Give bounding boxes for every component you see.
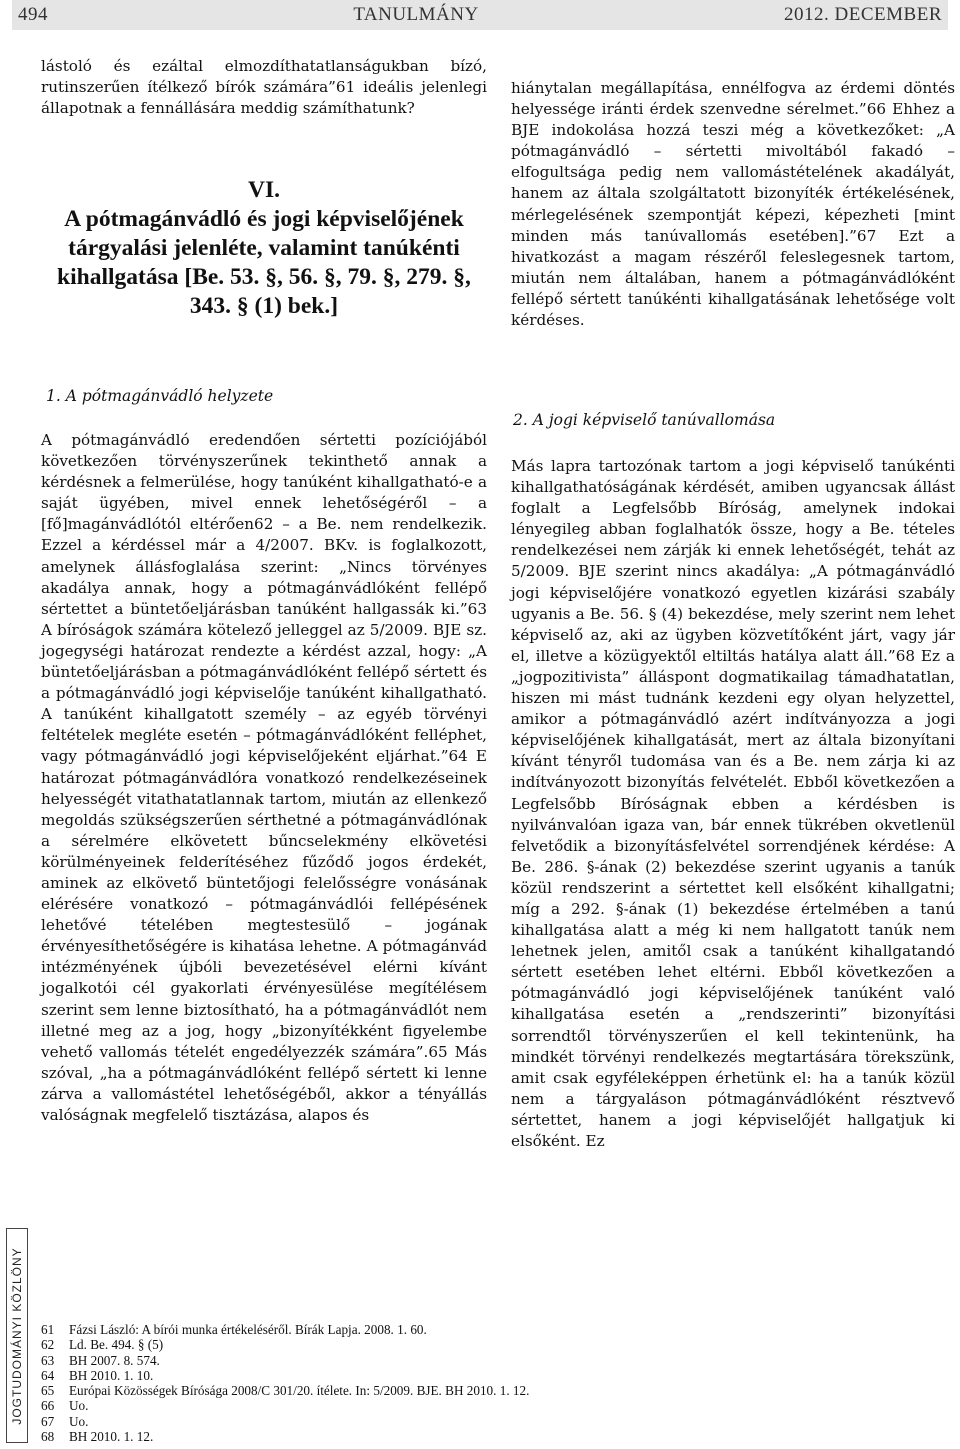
left-body [41,430,487,1126]
journal-name: JOGTUDOMÁNYI KÖZLÖNY [10,1246,24,1425]
right-top-paragraph: hiánytalan megállapítása, ennélfogva az érdemi döntés helyessége iránti érdek szenvedne sérelmet.”66 Ehhez a BJE indokolása hozzá teszi még a következőket: „A pótmagánvádló – sértetti mivoltából fakadó – elfogultsága pedig nem vallomástételének akadályát, hanem az általa szolgáltatott bizonyíték értékelésének, mérlegelésének szempontját képezi, képezheti [mint minden más tanúvallomás esetében].”67 Ezt a hivatkozást a magam részéről feleslegesnek tartom, miután nem általában, hanem a pótmagánvádlóként fellépő sértett tanúkénti kihallgatásának lehetősége volt kérdéses. [511,79,955,330]
left-body-paragraph: A pótmagánvádló eredendően sértetti pozíciójából következően törvényszerűnek tekinthető annak a kérdésnek a felmerülése, hogy tanúként kihallgatható-e a saját ügyében, mivel ennek lehetőségéről – a [fő]magánvádlótól eltérően62 – a Be. nem rendelkezik. Ezzel a kérdéssel már a 4/2007. BKv. is foglalkozott, amelynek állásfoglalása szerint: „Nincs törvényes akadálya annak, hogy a pótmagánvádlóként fellépő sértettet a büntetőeljárásban tanúként hallgassák ki.”63 A bíróságok számára kötelező jelleggel az 5/2009. BJE sz. jogegységi határozat rendezte a kérdést azzal, hogy: „A büntetőeljárásban a pótmagánvádlóként fellépő sértett és a pótmagánvádló jogi képviselője tanúként kihallgatható. A tanúként kihallgatott személy – az egyéb törvényi feltételek megléte esetén – pótmagánvádlóként felléphet, vagy pótmagánvádló jogi képviselőjeként eljárhat.”64 E határozat pótmagánvádlóra vonatkozó rendelkezéseinek helyességét vitathatatlannak tartom, miután az ellenkező megoldás szükségszerűen sérthetné a pótmagánvádlónak a sérelmére elkövetett bűncselekmény elkövetési körülményeinek felderítéséhez fűződő jogos érdekét, aminek az elkövető büntetőjogi felelősségre vonásának elérésére vonatkozó – pótmagánvádlói fellépésének lehetővé tételében megtestesülő – jogának érvényesíthetőségére is kihatása lehetne. A pótmagánvád intézményének újbóli bevezetésével elérni kívánt jogalkotói cél gyakorlati érvényesülése megítélésem szerint sem lenne biztosítható, ha a pótmagánvádlót nem illetné meg az a jog, hogy „bizonyítékként figyelembe vehető vallomás tételét engedélyezzék számára”.65 Más szóval, „ha a pótmagánvádlóként fellépő sértett ki lenne zárva a vallomástétel lehetőségéből, akkor a tényállás valóságnak megfelelő tisztázása, alapos és [41,431,487,1124]
footnote: 63 BH 2007. 8. 574. [41,1352,160,1368]
right-column-top [511,78,955,331]
issue-date: 2012. DECEMBER [784,4,942,25]
footnote: 66 Uo. [41,1398,89,1414]
footnote: 65 Európai Közösségek Bírósága 2008/C 301/20. ítélete. In: 5/2009. BJE. BH 2010. 1. 12. [41,1383,530,1399]
section-label: TANULMÁNY [353,4,479,25]
subsection-1-title: 1. A pótmagánvádló helyzete [46,387,274,405]
intro-paragraph: lástoló és ezáltal elmozdíthatatlanságukban bízó, rutinszerűen ítélkező bírók számára”61 ideális jelenlegi állapotnak a fennállására meddig számíthatunk? [41,57,487,118]
footnote: 61 Fázsi László: A bírói munka értékeléséről. Bírák Lapja. 2008. 1. 60. [41,1322,427,1337]
footnotes [41,1322,529,1444]
footnote: 68 BH 2010. 1. 12. [41,1429,154,1445]
page-number: 494 [18,4,48,25]
heading-number: VI. [248,177,280,203]
running-header [12,0,948,30]
journal-name-box [6,1228,28,1443]
footnote: 62 Ld. Be. 494. § (5) [41,1337,164,1353]
subsection-2-title-block [511,410,955,431]
subsection-2-title: 2. A jogi képviselő tanúvallomása [513,411,776,429]
right-body-paragraph: Más lapra tartozónak tartom a jogi képviselő tanúkénti kihallgathatóságának kérdését, amiben ugyancsak állást foglalt a Legfelsőbb Bíróság, amelynek indokai lényegileg abban foglalhatók össze, hogy a Be. tételes rendelkezései nem zárják ki ennek lehetőségét, tehát az 5/2009. BJE szerint nincs akadálya: „A pótmagánvádló jogi képviselőjére vonatkozó egyetlen kizárási szabály ugyanis a Be. 56. § (4) bekezdése, mely szerint nem lehet képviselő az, aki az ügyben közvetítőként járt, vagy jár el, illetve a közügyektől eltiltás hatálya alatt áll.”68 Ez a „jogpozitivista” álláspont dogmatikailag támadhatatlan, hiszen mi mást tudnánk kezdeni egy olyan helyzettel, amikor a pótmagánvádló azért indítványozza a jogi képviselőjének kihallgatását, mert az általa bizonyítani kívánt tényről tudomása van és a Be. nem zárja ki az indítványozott bizonyítás felvételét. Ebből következően a Legfelsőbb Bíróságnak ebben a kérdésben is nyilvánvalóan igaza van, bár ennek tükrében okvetlenül felvetődik a bizonyításfelvétel sorrendjének kérdése: A Be. 286. §-ának (2) bekezdése szerint ugyanis a tanúk közül rendszerint a sértettet kell elsőként kihallgatni; míg a 292. §-ának (1) bekezdése értelmében a tanú kihallgatása alatt a még ki nem hallgatott tanúk nem lehetnek jelen, amitől csak a tanúként kihallgatandó sértett esetében lehet eltérni. Ebből következően a pótmagánvádló jogi képviselőjének tanúként való kihallgatása esetén a „rendszerinti” bizonyítási sorrendtől törvényszerűen el kell tekintenünk, ha mindkét törvényi rendelkezés megtartására törekszünk, amit csak egyféleképpen érhetünk el: ha a tanúk közül nem a tárgyaláson pótmagánvádlóként résztvevő sértettet, hanem a jogi képviselőjét hallgatjuk ki elsőként. Ez [511,457,955,1150]
right-body [511,456,955,1152]
subsection-1-title-block [41,386,487,407]
footnote: 64 BH 2010. 1. 10. [41,1367,154,1383]
heading-title: A pótmagánvádló és jogi képviselőjének tárgyalási jelenléte, valamint tanúkénti kihallgatása [Be. 53. §, 56. §, 79. §, 279. §, 343. § (1) bek.] [57,206,471,319]
left-column [41,56,487,119]
section-heading [41,176,487,321]
footnote: 67 Uo. [41,1413,89,1429]
